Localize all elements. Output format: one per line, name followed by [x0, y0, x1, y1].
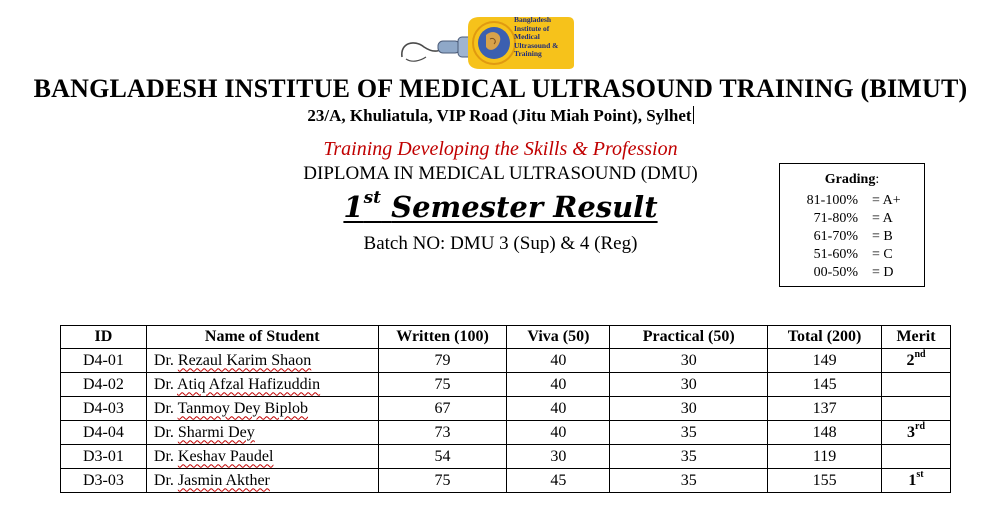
cell-written: 79	[378, 349, 507, 373]
cell-practical: 35	[610, 469, 768, 493]
cell-merit: 3rd	[882, 421, 951, 445]
cell-total: 137	[768, 397, 882, 421]
cell-total: 119	[768, 445, 882, 469]
results-table	[60, 325, 951, 493]
cell-viva: 40	[507, 349, 610, 373]
cell-name: Dr. Keshav Paudel	[146, 445, 378, 469]
program-title: DIPLOMA IN MEDICAL ULTRASOUND (DMU)	[303, 163, 698, 184]
institute-name: BANGLADESH INSTITUE OF MEDICAL ULTRASOUND TRAINING (BIMUT)	[33, 74, 968, 103]
semester-suffix: st	[363, 188, 382, 208]
grading-title: Grading:	[824, 172, 880, 187]
column-header-total: Total (200)	[768, 326, 882, 349]
cell-total: 148	[768, 421, 882, 445]
table-row	[61, 445, 951, 469]
column-header-practical: Practical (50)	[610, 326, 768, 349]
column-header-name: Name of Student	[146, 326, 378, 349]
column-header-merit: Merit	[882, 326, 951, 349]
cell-practical: 35	[610, 421, 768, 445]
cell-id: D3-01	[61, 445, 147, 469]
table-row	[61, 397, 951, 421]
cell-name: Dr. Jasmin Akther	[146, 469, 378, 493]
cell-name: Dr. Atiq Afzal Hafizuddin	[146, 373, 378, 397]
cell-viva: 40	[507, 373, 610, 397]
grading-row: 00-50% = D	[813, 265, 894, 280]
table-row	[61, 349, 951, 373]
address-text: 23/A, Khuliatula, VIP Road (Jitu Miah Point), Sylhet	[307, 106, 692, 125]
batch-number: Batch NO: DMU 3 (Sup) & 4 (Reg)	[363, 233, 638, 254]
bimut-logo	[398, 13, 578, 71]
grading-row: 81-100% = A+	[806, 193, 901, 208]
cell-viva: 30	[507, 445, 610, 469]
cell-written: 73	[378, 421, 507, 445]
text-cursor	[693, 106, 694, 124]
cell-merit: 1st	[882, 469, 951, 493]
cell-merit	[882, 445, 951, 469]
cell-written: 67	[378, 397, 507, 421]
table-row	[61, 373, 951, 397]
tagline: Training Developing the Skills & Profession	[323, 138, 678, 160]
grading-row: 51-60% = C	[813, 247, 893, 262]
cell-id: D4-04	[61, 421, 147, 445]
cell-practical: 30	[610, 349, 768, 373]
cell-written: 54	[378, 445, 507, 469]
cell-practical: 30	[610, 373, 768, 397]
semester-number: 1	[343, 190, 364, 224]
cell-total: 155	[768, 469, 882, 493]
column-header-viva: Viva (50)	[507, 326, 610, 349]
cell-merit	[882, 373, 951, 397]
column-header-written: Written (100)	[378, 326, 507, 349]
cell-practical: 35	[610, 445, 768, 469]
cell-practical: 30	[610, 397, 768, 421]
institute-address	[0, 106, 1001, 126]
cell-merit	[882, 397, 951, 421]
cell-id: D3-03	[61, 469, 147, 493]
cell-total: 149	[768, 349, 882, 373]
cell-viva: 40	[507, 421, 610, 445]
table-header-row	[61, 326, 951, 349]
cell-id: D4-01	[61, 349, 147, 373]
logo-text: Bangladesh Institute of Medical Ultrasound & Training	[514, 15, 559, 59]
cell-written: 75	[378, 373, 507, 397]
cell-name: Dr. Rezaul Karim Shaon	[146, 349, 378, 373]
cell-id: D4-02	[61, 373, 147, 397]
cell-merit: 2nd	[882, 349, 951, 373]
cell-name: Dr. Tanmoy Dey Biplob	[146, 397, 378, 421]
table-row	[61, 469, 951, 493]
cell-viva: 45	[507, 469, 610, 493]
semester-label: Semester Result	[391, 190, 658, 224]
cell-id: D4-03	[61, 397, 147, 421]
cell-total: 145	[768, 373, 882, 397]
grading-row: 71-80% = A	[813, 211, 893, 226]
cell-name: Dr. Sharmi Dey	[146, 421, 378, 445]
grading-box	[779, 163, 925, 287]
cell-viva: 40	[507, 397, 610, 421]
table-row	[61, 421, 951, 445]
column-header-id: ID	[61, 326, 147, 349]
grading-row: 61-70% = B	[813, 229, 893, 244]
cell-written: 75	[378, 469, 507, 493]
